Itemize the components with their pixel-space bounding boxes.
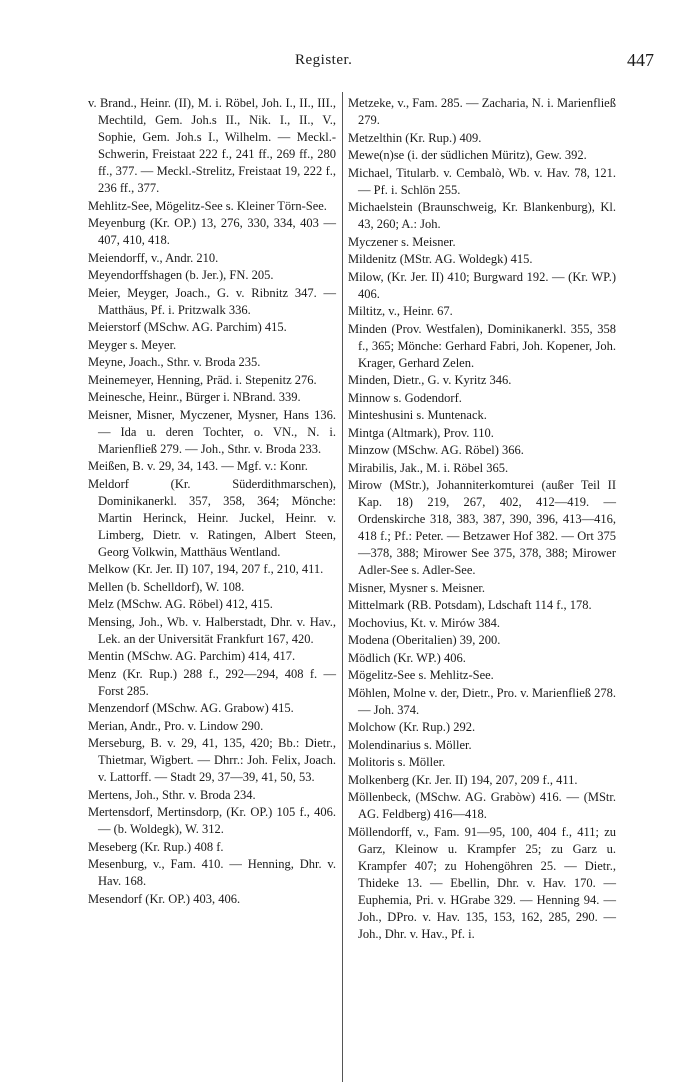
index-entry: Minden, Dietr., G. v. Kyritz 346. bbox=[348, 373, 512, 387]
index-entry: Meinemeyer, Henning, Präd. i. Stepenitz 276. bbox=[88, 372, 317, 387]
page-number: 447 bbox=[627, 50, 654, 70]
index-entry: Melz (MSchw. AG. Röbel) 412, 415. bbox=[88, 597, 273, 611]
index-entry: Mesenburg, v., Fam. 410. — Henning, Dhr. v. Hav. 168. bbox=[88, 857, 336, 888]
index-entry: Minnow s. Godendorf. bbox=[348, 390, 462, 405]
index-entry: Menz (Kr. Rup.) 288 f., 292—294, 408 f. — Forst 285. bbox=[88, 666, 336, 698]
index-entry: Mehlitz-See, Mögelitz-See s. Kleiner Törn-See. bbox=[88, 198, 327, 213]
index-entry: Mertensdorf, Mertinsdorp, (Kr. OP.) 105 f., 406. — (b. Woldegk), W. 312. bbox=[88, 805, 336, 836]
index-entry: Möllendorff, v., Fam. 91—95, 100, 404 f., 411; zu Garz, Kleinow u. Krampfer 25; zu Garz u. Krampfer 407; zu Hohengöhren 25. — Dietr., Thideke 13. — Ebellin, Dhr. v. Hav. 170. — Euphemia, Pri. v. HGrabe 329. — Henning 94. — Joh., DPro. v. Hav. 135, 153, 162, 285, 290. — Joh., Dhr. v. Hav., Pf. i. bbox=[348, 824, 616, 941]
index-entry: Molendinarius s. Möller. bbox=[348, 737, 472, 752]
index-entry: Merian, Andr., Pro. v. Lindow 290. bbox=[88, 718, 264, 733]
index-entry: Minden (Prov. Westfalen), Dominikanerkl. 355, 358 f., 365; Mönche: Gerhard Fabri, Joh. Kopener, Joh. Krager, Gerhard Zelen. bbox=[348, 321, 616, 370]
index-entry: Mochovius, Kt. v. Mirów 384. bbox=[348, 615, 500, 630]
index-entry: Mirow (MStr.), Johanniterkomturei (außer Teil II Kap. 18) 219, 267, 402, 412—419. — Ordenskirche 318, 383, 387, 390, 396, 413—416, 418 f.; Pf.: Peter. — Betzawer Hof 382. — Ort 375—378, 388; Mirower See 375, 378, 388; Mirower Adler-See s. Adler-See. bbox=[348, 478, 616, 577]
index-entry: Melkow (Kr. Jer. II) 107, 194, 207 f., 210, 411. bbox=[88, 562, 324, 576]
index-entry: Mellen (b. Schelldorf), W. 108. bbox=[88, 579, 245, 594]
index-entry: Möllenbeck, (MSchw. AG. Grabòw) 416. — (MStr. AG. Feldberg) 416—418. bbox=[348, 790, 616, 821]
index-entry: Mögelitz-See s. Mehlitz-See. bbox=[348, 668, 494, 682]
index-entry: Michael, Titularb. v. Cembalò, Wb. v. Hav. 78, 121. — Pf. i. Schlön 255. bbox=[348, 165, 616, 197]
index-entry: Meyne, Joach., Sthr. v. Broda 235. bbox=[88, 355, 261, 369]
index-entry: Meyger s. Meyer. bbox=[88, 337, 177, 352]
index-entry: Mildenitz (MStr. AG. Woldegk) 415. bbox=[348, 252, 533, 266]
index-entry: Mintga (Altmark), Prov. 110. bbox=[348, 425, 494, 440]
index-entry: Milow, (Kr. Jer. II) 410; Burgward 192. — (Kr. WP.) 406. bbox=[348, 269, 616, 301]
left-column bbox=[88, 95, 336, 908]
index-entry: v. Brand., Heinr. (II), M. i. Röbel, Joh. I., II., III., Mechtild, Gem. Joh.s II., Nik. I., II., V., Sophie, Gem. Joh.s I., Wilhelm. — Meckl.-Schwerin, Freistaat 222 f., 241 ff., 269 ff., 280 ff., 377. — Meckl.-Strelitz, Freistaat 19, 222 f., 236 ff., 377. bbox=[88, 96, 336, 195]
index-entry: Metzeke, v., Fam. 285. — Zacharia, N. i. Marienfließ 279. bbox=[348, 96, 616, 127]
page-header bbox=[0, 52, 700, 78]
index-entry: Mentin (MSchw. AG. Parchim) 414, 417. bbox=[88, 649, 296, 663]
index-entry: Meldorf (Kr. Süderdithmarschen), Dominikanerkl. 357, 358, 364; Mönche: Martin Herinck, Heinr. Juckel, Heinr. v. Limberg, Dietr. v. Ratingen, Albert Steen, Georg Volkwin, Matthäus Wentland. bbox=[88, 476, 336, 559]
index-entry: Molitoris s. Möller. bbox=[348, 755, 446, 769]
index-entry: Metzelthin (Kr. Rup.) 409. bbox=[348, 130, 482, 145]
index-entry: Meyenburg (Kr. OP.) 13, 276, 330, 334, 403 —407, 410, 418. bbox=[88, 216, 336, 247]
index-entry: Möhlen, Molne v. der, Dietr., Pro. v. Marienfließ 278. — Joh. 374. bbox=[348, 685, 616, 717]
index-entry: Meiendorff, v., Andr. 210. bbox=[88, 250, 219, 265]
index-entry: Mesendorf (Kr. OP.) 403, 406. bbox=[88, 891, 241, 906]
index-entry: Meisner, Misner, Myczener, Mysner, Hans 136. — Ida u. deren Tochter, o. VN., N. i. Marienfließ 279. — Joh., Sthr. v. Broda 233. bbox=[88, 407, 336, 456]
index-entry: Mewe(n)se (i. der südlichen Müritz), Gew. 392. bbox=[348, 148, 587, 162]
index-entry: Molkenberg (Kr. Jer. II) 194, 207, 209 f., 411. bbox=[348, 772, 578, 787]
index-entry: Modena (Oberitalien) 39, 200. bbox=[348, 633, 501, 647]
index-entry: Merseburg, B. v. 29, 41, 135, 420; Bb.: Dietr., Thietmar, Wigbert. — Dhrr.: Joh. Felix, Joach. v. Lattorff. — Stadt 29, 37—39, 41, 50, 53. bbox=[88, 736, 336, 784]
index-entry: Meinesche, Heinr., Bürger i. NBrand. 339. bbox=[88, 390, 301, 404]
index-entry: Mirabilis, Jak., M. i. Röbel 365. bbox=[348, 460, 509, 475]
column-divider bbox=[342, 92, 343, 1082]
running-title: Register. bbox=[295, 52, 353, 68]
index-entry: Minteshusini s. Muntenack. bbox=[348, 408, 487, 422]
index-entry: Menzendorf (MSchw. AG. Grabow) 415. bbox=[88, 701, 294, 715]
index-entry: Mittelmark (RB. Potsdam), Ldschaft 114 f., 178. bbox=[348, 598, 592, 612]
right-column bbox=[348, 95, 616, 943]
index-entry: Mensing, Joh., Wb. v. Halberstadt, Dhr. v. Hav., Lek. an der Universität Frankfurt 167, 420. bbox=[88, 614, 336, 646]
index-entry: Meißen, B. v. 29, 34, 143. — Mgf. v.: Konr. bbox=[88, 459, 308, 473]
index-entry: Meyendorffshagen (b. Jer.), FN. 205. bbox=[88, 268, 274, 282]
index-entry: Mertens, Joh., Sthr. v. Broda 234. bbox=[88, 787, 256, 802]
index-entry: Molchow (Kr. Rup.) 292. bbox=[348, 720, 476, 734]
index-entry: Meierstorf (MSchw. AG. Parchim) 415. bbox=[88, 320, 287, 334]
index-entry: Meseberg (Kr. Rup.) 408 f. bbox=[88, 839, 224, 854]
index-entry: Misner, Mysner s. Meisner. bbox=[348, 580, 485, 595]
index-entry: Myczener s. Meisner. bbox=[348, 234, 456, 249]
index-entry: Meier, Meyger, Joach., G. v. Ribnitz 347. — Matthäus, Pf. i. Pritzwalk 336. bbox=[88, 285, 336, 317]
index-entry: Mödlich (Kr. WP.) 406. bbox=[348, 650, 466, 665]
index-entry: Minzow (MSchw. AG. Röbel) 366. bbox=[348, 443, 524, 457]
index-entry: Michaelstein (Braunschweig, Kr. Blankenburg), Kl. 43, 260; A.: Joh. bbox=[348, 200, 616, 231]
index-entry: Miltitz, v., Heinr. 67. bbox=[348, 304, 453, 318]
